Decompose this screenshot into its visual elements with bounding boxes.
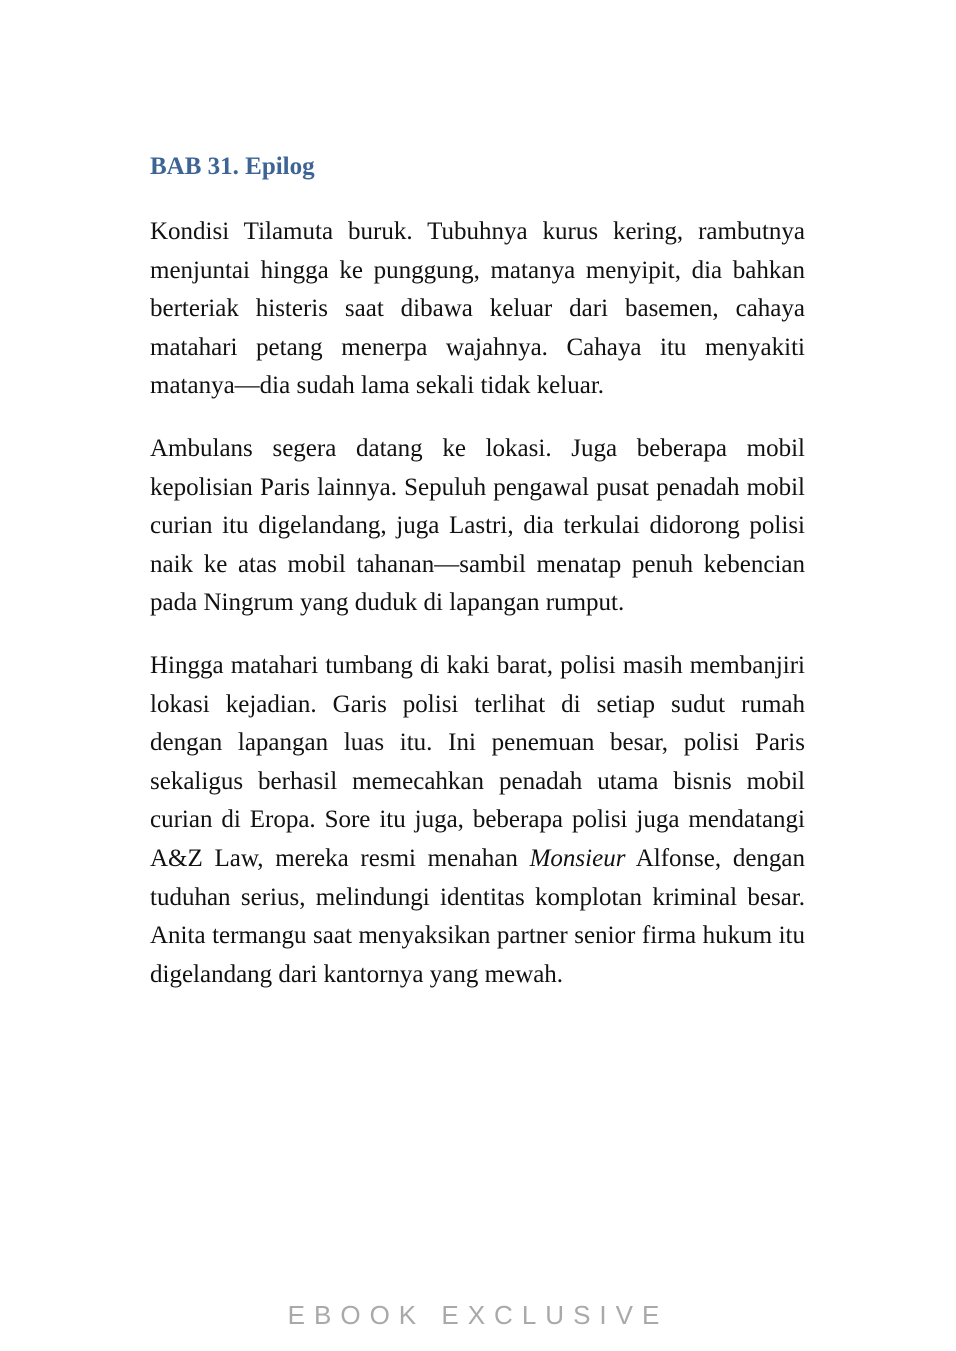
paragraph-2: Ambulans segera datang ke lokasi. Juga beberapa mobil kepolisian Paris lainnya. Sepuluh pengawal pusat penadah mobil curian itu digelandang, juga Lastri, dia terkulai didorong polisi naik ke atas mobil tahanan—sambil menatap penuh kebencian pada Ningrum yang duduk di lapangan rumput. bbox=[150, 434, 805, 617]
paragraph-3-part-1: Hingga matahari tumbang di kaki barat, polisi masih membanjiri lokasi kejadian. Garis polisi terlihat di setiap sudut rumah dengan lapangan luas itu. Ini penemuan besar, polisi Paris sekaligus berhasil memecahkan penadah utama bisnis mobil curian di Eropa. Sore itu juga, beberapa polisi juga mendatangi A&Z Law, mereka resmi menahan bbox=[150, 651, 805, 872]
paragraph-3-part-2: Alfonse, dengan tuduhan serius, melindungi identitas komplotan kriminal besar. Anita termangu saat menyaksikan partner senior firma hukum itu digelandang dari kantornya yang mewah. bbox=[150, 844, 806, 988]
chapter-title: BAB 31. Epilog bbox=[150, 153, 315, 180]
paragraph-3 bbox=[150, 647, 805, 994]
ebook-exclusive-footer: EBOOK EXCLUSIVE bbox=[287, 1300, 669, 1330]
paragraph-3-italic-word: Monsieur bbox=[529, 844, 626, 872]
chapter-body bbox=[150, 213, 805, 994]
paragraph-1: Kondisi Tilamuta buruk. Tubuhnya kurus kering, rambutnya menjuntai hingga ke punggung, matanya menyipit, dia bahkan berteriak histeris saat dibawa keluar dari basemen, cahaya matahari petang menerpa wajahnya. Cahaya itu menyakiti matanya—dia sudah lama sekali tidak keluar. bbox=[150, 218, 805, 400]
